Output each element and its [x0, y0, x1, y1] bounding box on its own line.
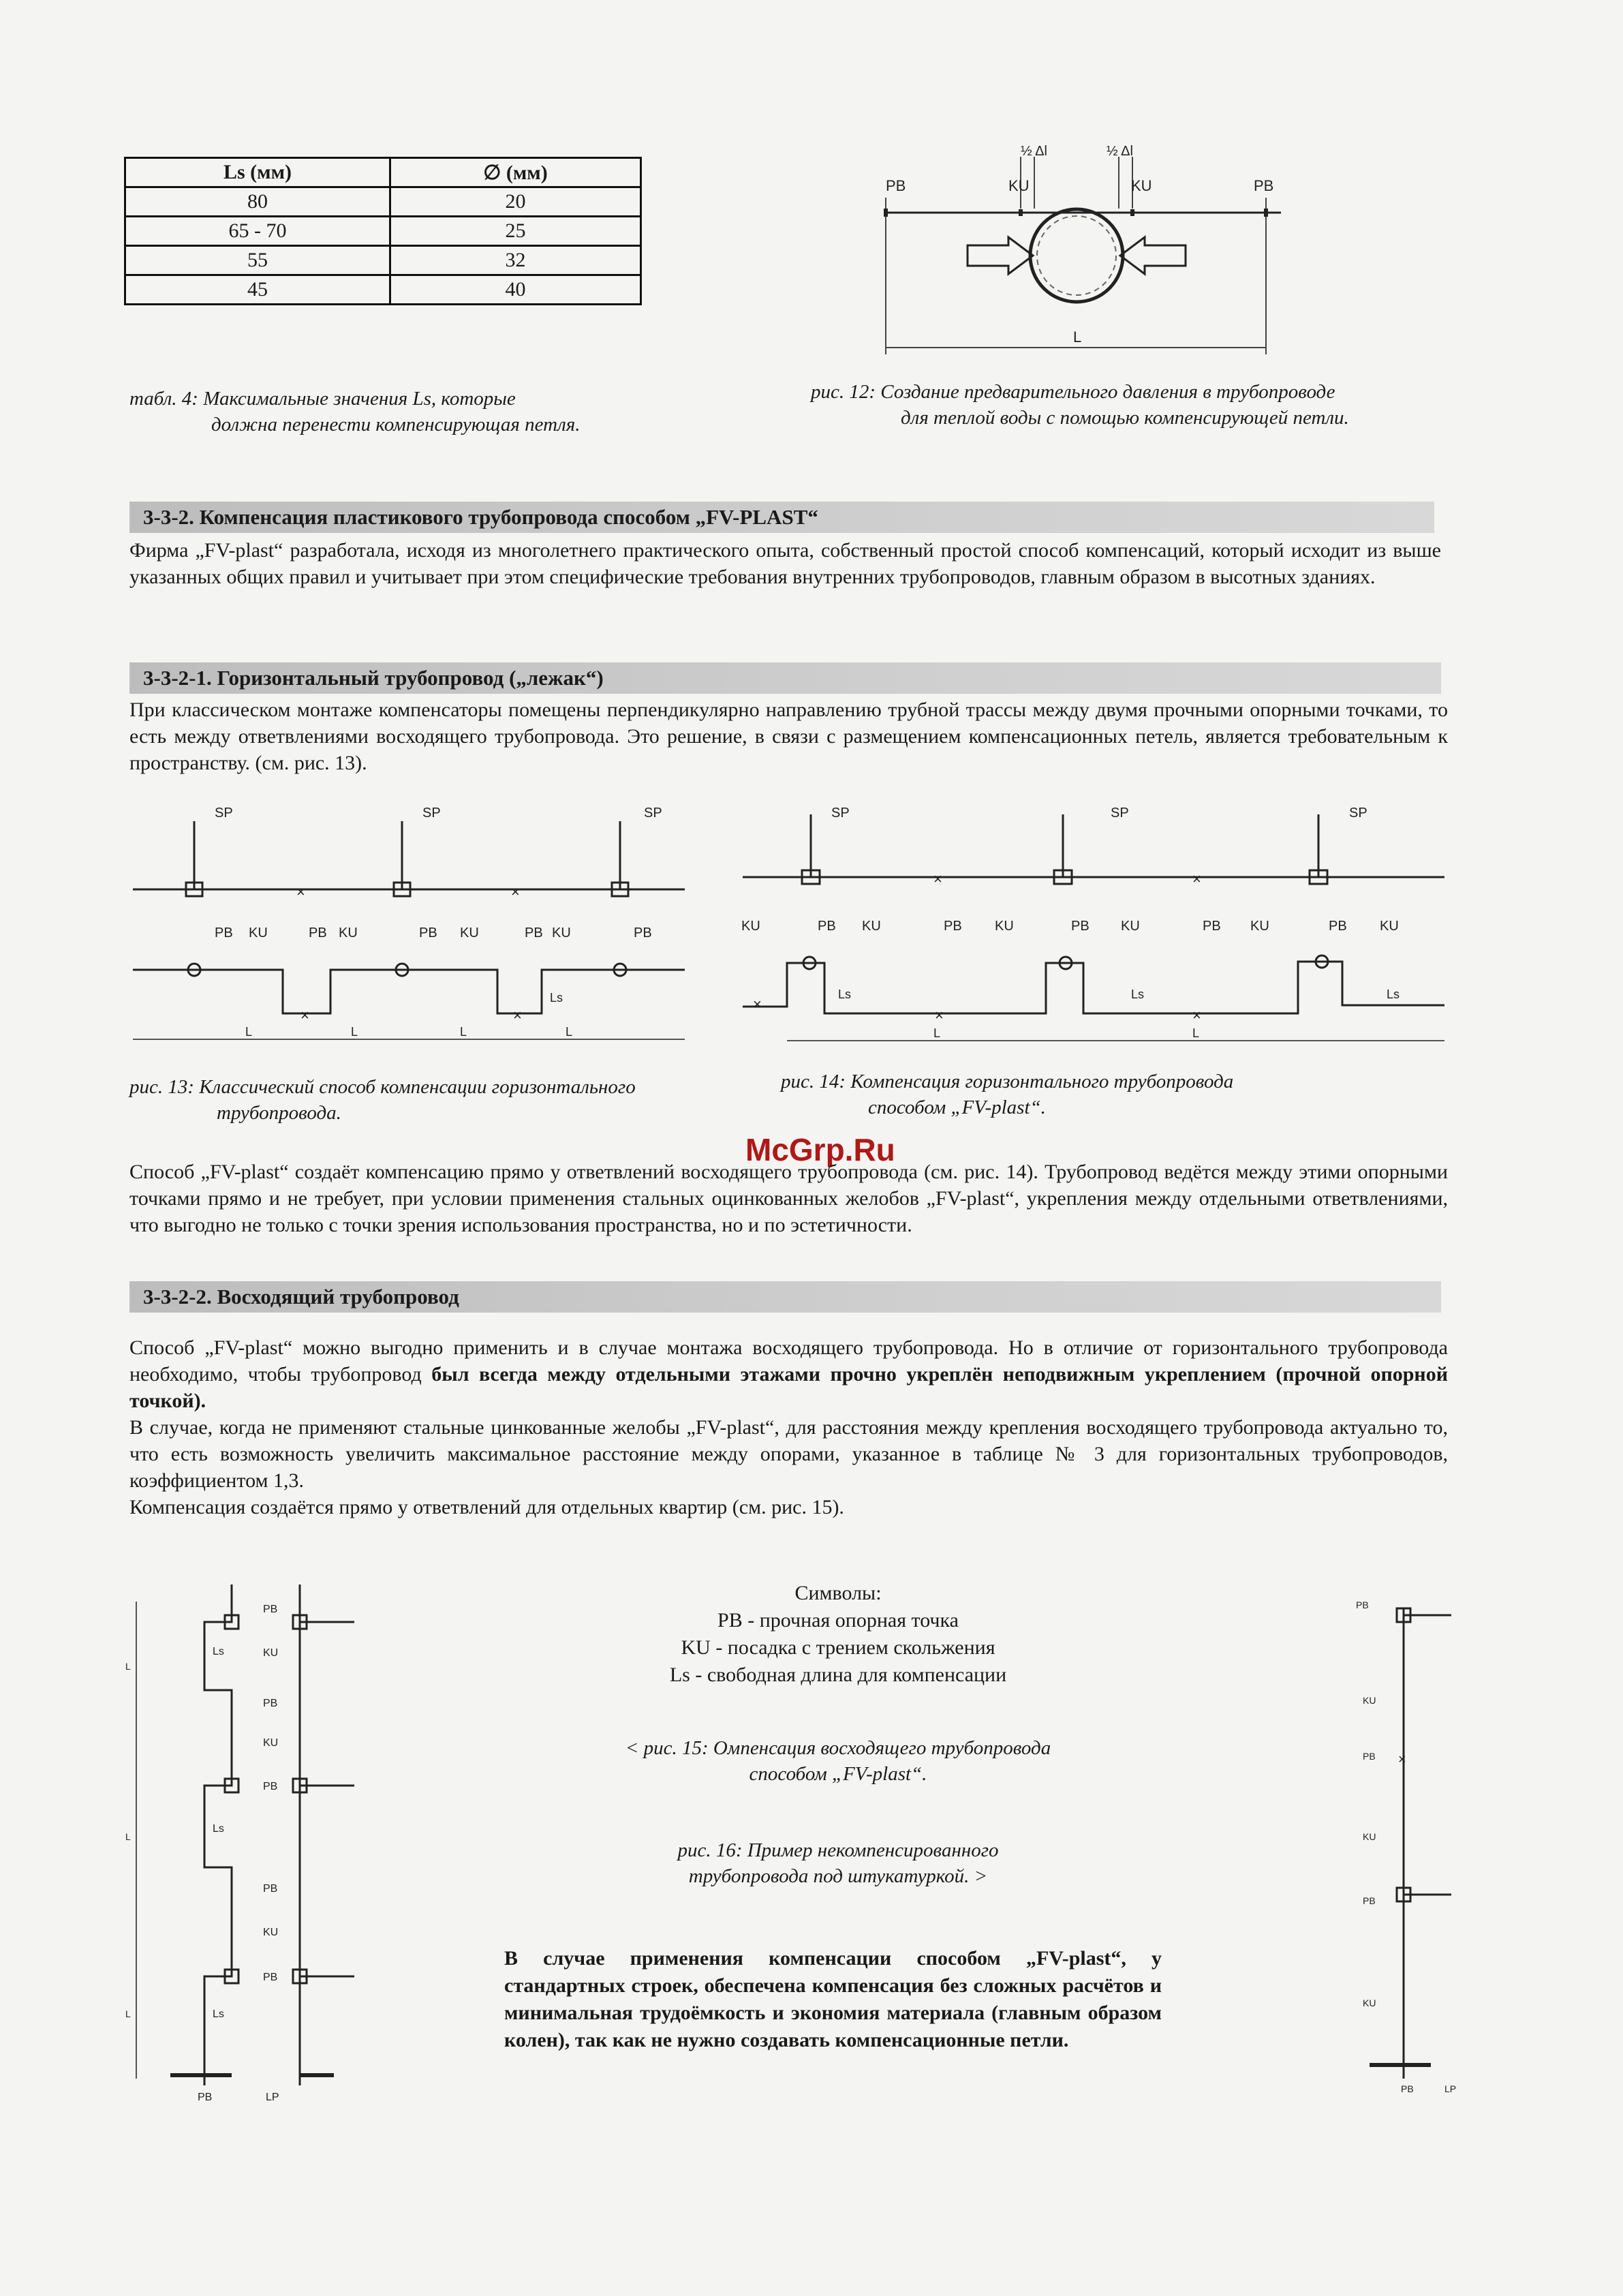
svg-text:×: ×	[1192, 870, 1201, 887]
label-ku: KU	[460, 925, 479, 940]
label-sp: SP	[1111, 806, 1129, 821]
label-sp: SP	[422, 806, 441, 821]
table-cell: 45	[125, 275, 390, 305]
label-ls: Ls	[213, 1646, 224, 1657]
label-l: L	[245, 1025, 253, 1039]
svg-text:×: ×	[511, 883, 520, 900]
paragraph-text: В случае, когда не применяют стальные цинкованные желобы „FV-plast“, для расстояния между крепления восходящего трубопровода актуально то, что есть возможность увеличить максимальное расстояние между опорами, указанное в таблице № 3 для горизонтальных трубопроводов, коэффициентом 1,3.	[129, 1416, 1448, 1492]
label-ku: KU	[1363, 1831, 1376, 1842]
section-heading-3-3-2-1: 3-3-2-1. Горизонтальный трубопровод („лежак“)	[129, 662, 1441, 694]
label-l: L	[351, 1025, 358, 1039]
watermark: McGrp.Ru	[745, 1132, 895, 1167]
label-l: L	[933, 1026, 941, 1040]
caption-line: трубопровода.	[217, 1102, 341, 1124]
caption-label: рис. 12:	[811, 381, 876, 403]
label-pb: PB	[634, 925, 652, 940]
label-ls: Ls	[1387, 988, 1400, 1001]
label-pb: PB	[1329, 919, 1347, 934]
label-pb: PB	[263, 1781, 278, 1792]
figure-14-caption	[781, 1069, 1394, 1120]
label-lp: LP	[266, 2092, 279, 2103]
svg-text:×: ×	[933, 870, 942, 887]
section-heading-3-3-2: 3-3-2. Компенсация пластикового трубопровода способом „FV-PLAST“	[129, 502, 1434, 533]
label-pb: PB	[886, 177, 906, 194]
label-pb: PB	[198, 2092, 213, 2103]
label-ku: KU	[552, 925, 571, 940]
paragraph-text: Способ „FV-plast“ можно выгодно применить и в случае монтажа восходящего трубопровода. Но в отличие от горизонтального трубопровода необходимо, чтобы трубопровод	[129, 1336, 1448, 1386]
caption-line: < рис. 15: Омпенсация восходящего трубопровода	[625, 1737, 1051, 1759]
symbol-pb: PB - прочная опорная точка	[717, 1609, 959, 1632]
label-pb: PB	[1071, 919, 1089, 934]
table-cell: 65 - 70	[125, 217, 390, 246]
label-ku: KU	[249, 925, 268, 940]
label-ls: Ls	[213, 1823, 224, 1835]
label-pb: PB	[1363, 1895, 1376, 1906]
table-row	[125, 217, 641, 246]
caption-line: Максимальные значения Ls, которые	[203, 388, 516, 410]
label-ls: Ls	[838, 988, 852, 1001]
caption-line: трубопровода под штукатуркой. >	[688, 1865, 988, 1887]
table-4	[124, 157, 642, 305]
paragraph-text: Компенсация создаётся прямо у ответвлений для отдельных квартир (см. рис. 15).	[129, 1496, 844, 1518]
label-sp: SP	[831, 806, 850, 821]
label-lp: LP	[1444, 2083, 1457, 2094]
label-ku: KU	[1121, 919, 1140, 934]
label-pb: PB	[1254, 177, 1274, 194]
label-pb: PB	[263, 1972, 278, 1983]
label-sp: SP	[644, 806, 662, 821]
caption-line: Создание предварительного давления в трубопроводе	[880, 381, 1335, 403]
label-l: L	[566, 1025, 573, 1039]
section-3-3-2-1-text: При классическом монтаже компенсаторы помещены перпендикулярно направлению трубной трассы между двумя прочными опорными точками, то есть между ответвлениями восходящего трубопровода. Это решение, в связи с размещением компенсационных петель, является требовательным к пространству. (см. рис. 13).	[129, 699, 1448, 774]
label-pb: PB	[1356, 1599, 1369, 1610]
caption-line: способом „FV-plast“.	[749, 1763, 927, 1785]
label-pb: PB	[263, 1698, 278, 1709]
label-sp: SP	[215, 806, 233, 821]
label-ku: KU	[995, 919, 1014, 934]
symbol-ku: KU - посадка с трением скольжения	[681, 1636, 995, 1659]
label-ls: Ls	[550, 991, 563, 1005]
table-cell: 32	[390, 246, 640, 275]
caption-line: должна перенести компенсирующая петля.	[211, 414, 581, 435]
svg-text:×: ×	[1192, 1007, 1201, 1024]
label-ku: KU	[263, 1927, 279, 1938]
label-pb: PB	[818, 919, 836, 934]
label-l: L	[460, 1025, 467, 1039]
label-ls: Ls	[213, 2008, 224, 2020]
label-pb: PB	[263, 1883, 278, 1895]
caption-line: для теплой воды с помощью компенсирующей петли.	[901, 407, 1349, 429]
label-l: L	[125, 2008, 131, 2019]
label-l: L	[1192, 1026, 1200, 1040]
table-cell: 80	[125, 187, 390, 217]
label-ls: Ls	[1131, 988, 1145, 1001]
figure-16-diagram	[1356, 1581, 1492, 2113]
label-pb: PB	[1203, 919, 1221, 934]
label-half-delta: ½ Δl	[1107, 144, 1133, 159]
figure-13-diagram	[126, 801, 692, 1060]
table-header-ls: Ls (мм)	[125, 158, 390, 187]
label-pb: PB	[1363, 1751, 1376, 1762]
figure-14-diagram	[736, 801, 1451, 1060]
symbols-title: Символы:	[794, 1582, 882, 1604]
svg-text:×: ×	[753, 996, 762, 1013]
caption-line: рис. 16: Пример некомпенсированного	[677, 1839, 999, 1861]
label-pb: PB	[419, 925, 437, 940]
label-ku: KU	[862, 919, 881, 934]
svg-text:×: ×	[300, 1007, 309, 1024]
label-ku: KU	[263, 1647, 279, 1659]
table-cell: 55	[125, 246, 390, 275]
label-pb: PB	[525, 925, 543, 940]
label-pb: PB	[944, 919, 962, 934]
svg-text:×: ×	[296, 883, 305, 900]
label-ku: KU	[263, 1737, 279, 1749]
label-pb: PB	[309, 925, 327, 940]
svg-text:×: ×	[1398, 1752, 1406, 1767]
label-l: L	[125, 1661, 131, 1672]
label-ku: KU	[1363, 1997, 1376, 2008]
symbols-legend	[600, 1580, 1077, 1689]
label-ku: KU	[1008, 177, 1030, 194]
section-heading-3-3-2-2: 3-3-2-2. Восходящий трубопровод	[129, 1281, 1441, 1313]
caption-line: способом „FV-plast“.	[868, 1097, 1046, 1118]
table-cell: 25	[390, 217, 640, 246]
label-ku: KU	[1131, 177, 1152, 194]
label-sp: SP	[1349, 806, 1367, 821]
figure-15-diagram	[125, 1581, 402, 2113]
svg-text:×: ×	[513, 1007, 522, 1024]
caption-label: рис. 14:	[781, 1071, 846, 1092]
section-3-3-2-text: Фирма „FV-plast“ разработала, исходя из многолетнего практического опыта, собственный простой способ компенсаций, который исходит из выше указанных общих правил и учитывает при этом специфические требования внутренних трубопроводов, главным образом в высотных зданиях.	[129, 539, 1441, 588]
label-ku: KU	[1363, 1695, 1376, 1706]
label-pb: PB	[1401, 2083, 1414, 2094]
label-ku: KU	[1380, 919, 1399, 934]
caption-line: Компенсация горизонтального трубопровода	[850, 1071, 1234, 1092]
bold-note: В случае применения компенсации способом „FV-plast“, у стандартных строек, обеспечена компенсация без сложных расчётов и минимальная трудоёмкость и экономия материала (главным образом колен), так как не нужно создавать компенсационные петли.	[504, 1947, 1162, 2051]
paragraph-bold-text: был всегда между отдельными этажами прочно укреплён неподвижным укреплением (прочной опорной точкой).	[129, 1363, 1448, 1412]
symbol-ls: Ls - свободная длина для компенсации	[669, 1664, 1007, 1686]
label-pb: PB	[215, 925, 233, 940]
label-ku: KU	[741, 919, 760, 934]
caption-line: Классический способ компенсации горизонтального	[199, 1076, 636, 1098]
table-4-caption	[129, 386, 675, 438]
fvplast-paragraph: Способ „FV-plast“ создаёт компенсацию прямо у ответвлений восходящего трубопровода (см. рис. 14). Трубопровод ведётся между этими опорными точками прямо и не требует, при условии применения стальных оцинкованных желобов „FV-plast“, укрепления между отдельными ответвлениями, что выгодно не только с точки зрения использования пространства, но и по эстетичности.	[129, 1161, 1448, 1236]
figure-15-caption	[531, 1735, 1145, 1787]
label-ku: KU	[1250, 919, 1269, 934]
table-row	[125, 275, 641, 305]
label-l: L	[125, 1831, 131, 1842]
figure-16-caption	[531, 1837, 1145, 1889]
label-pb: PB	[263, 1604, 278, 1615]
table-row	[125, 187, 641, 217]
table-cell: 20	[390, 187, 640, 217]
figure-12-diagram	[872, 143, 1472, 361]
label-length: L	[1073, 328, 1082, 346]
label-half-delta: ½ Δl	[1021, 144, 1047, 159]
figure-12-caption	[811, 379, 1492, 431]
caption-label: табл. 4:	[129, 388, 198, 410]
figure-13-caption	[129, 1074, 743, 1126]
label-ku: KU	[339, 925, 358, 940]
table-header-diameter: ∅ (мм)	[390, 158, 640, 187]
caption-label: рис. 13:	[129, 1076, 195, 1098]
section-3-3-2-2-text	[129, 1334, 1448, 1520]
table-row	[125, 246, 641, 275]
svg-text:×: ×	[935, 1007, 944, 1024]
table-cell: 40	[390, 275, 640, 305]
